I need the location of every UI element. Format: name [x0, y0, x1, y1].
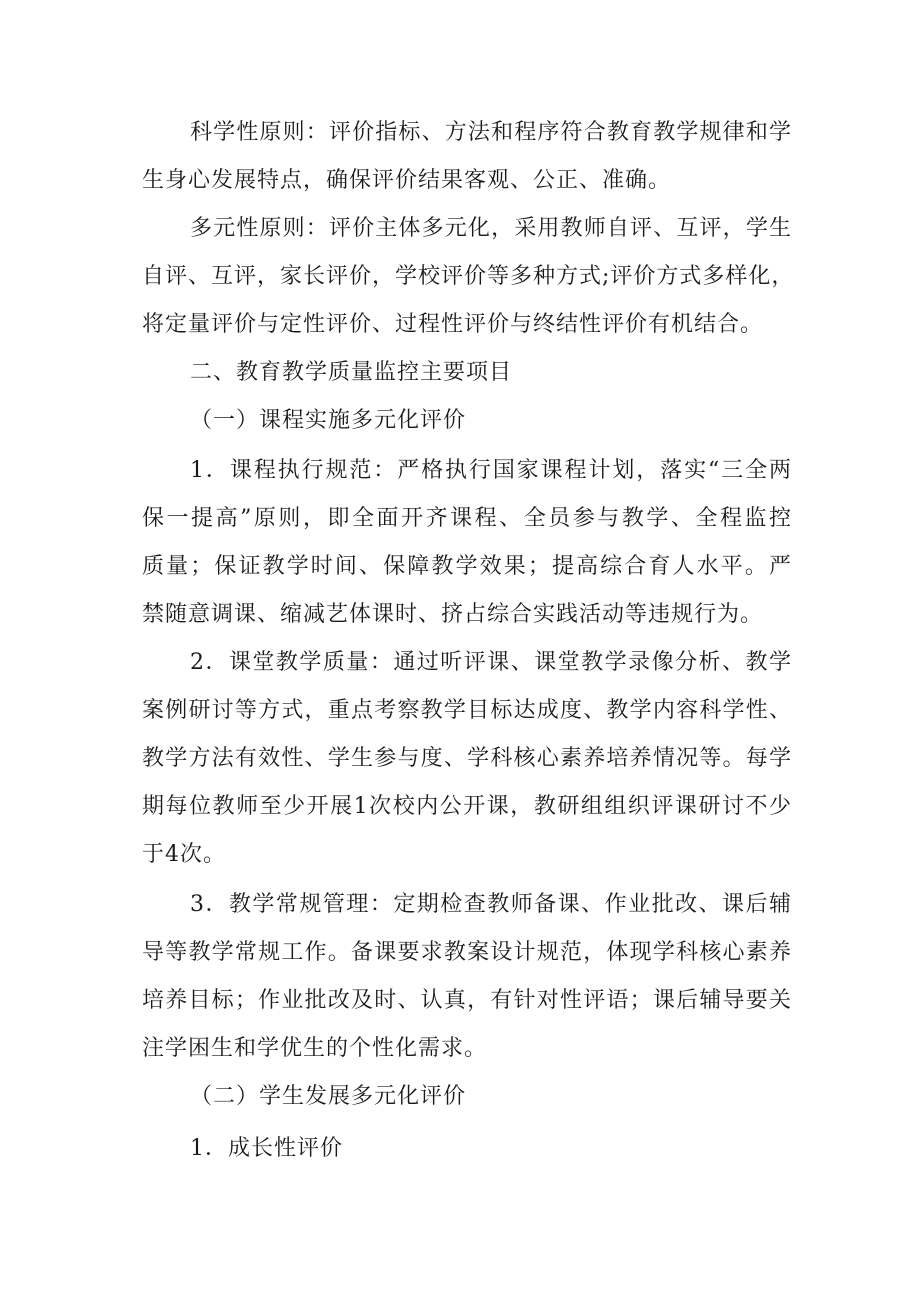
- text-line: 科学性原则：评价指标、方法和程序符合教育教学规律和学: [190, 120, 792, 145]
- text-line: 2．课堂教学质量：通过听评课、课堂教学录像分析、教学: [190, 650, 792, 675]
- text-line: 自评、互评，家长评价，学校评价等多种方式;评价方式多样化，: [142, 264, 795, 289]
- subsection-heading: （一）课程实施多元化评价: [190, 408, 467, 433]
- text-line: 导等教学常规工作。备课要求教案设计规范，体现学科核心素养: [142, 940, 792, 965]
- text-line: 3．教学常规管理：定期检查教师备课、作业批改、课后辅: [190, 892, 792, 917]
- text-line: 生身心发展特点，确保评价结果客观、公正、准确。: [142, 168, 672, 193]
- text-line: 期每位教师至少开展1次校内公开课，教研组组织评课研讨不少: [142, 794, 792, 819]
- text-line: 禁随意调课、缩减艺体课时、挤占综合实践活动等违规行为。: [142, 602, 764, 627]
- text-line: 1．课程执行规范：严格执行国家课程计划，落实“三全两: [190, 458, 792, 483]
- text-line: 案例研讨等方式，重点考察教学目标达成度、教学内容科学性、: [142, 698, 792, 723]
- subsection-heading: （二）学生发展多元化评价: [190, 1084, 467, 1109]
- text-line: 培养目标；作业批改及时、认真，有针对性评语；课后辅导要关: [142, 988, 792, 1013]
- text-line: 多元性原则：评价主体多元化，采用教师自评、互评，学生: [190, 216, 792, 241]
- section-heading: 二、教育教学质量监控主要项目: [190, 360, 513, 385]
- text-line: 保一提高”原则，即全面开齐课程、全员参与教学、全程监控: [142, 506, 792, 531]
- text-line: 注学困生和学优生的个性化需求。: [142, 1036, 488, 1061]
- text-line: 将定量评价与定性评价、过程性评价与终结性评价有机结合。: [142, 312, 764, 337]
- text-line: 于4次。: [142, 842, 226, 867]
- text-line: 教学方法有效性、学生参与度、学科核心素养培养情况等。每学: [142, 746, 792, 771]
- item-heading: 1．成长性评价: [190, 1136, 343, 1161]
- text-line: 质量；保证教学时间、保障教学效果；提高综合育人水平。严: [142, 554, 792, 579]
